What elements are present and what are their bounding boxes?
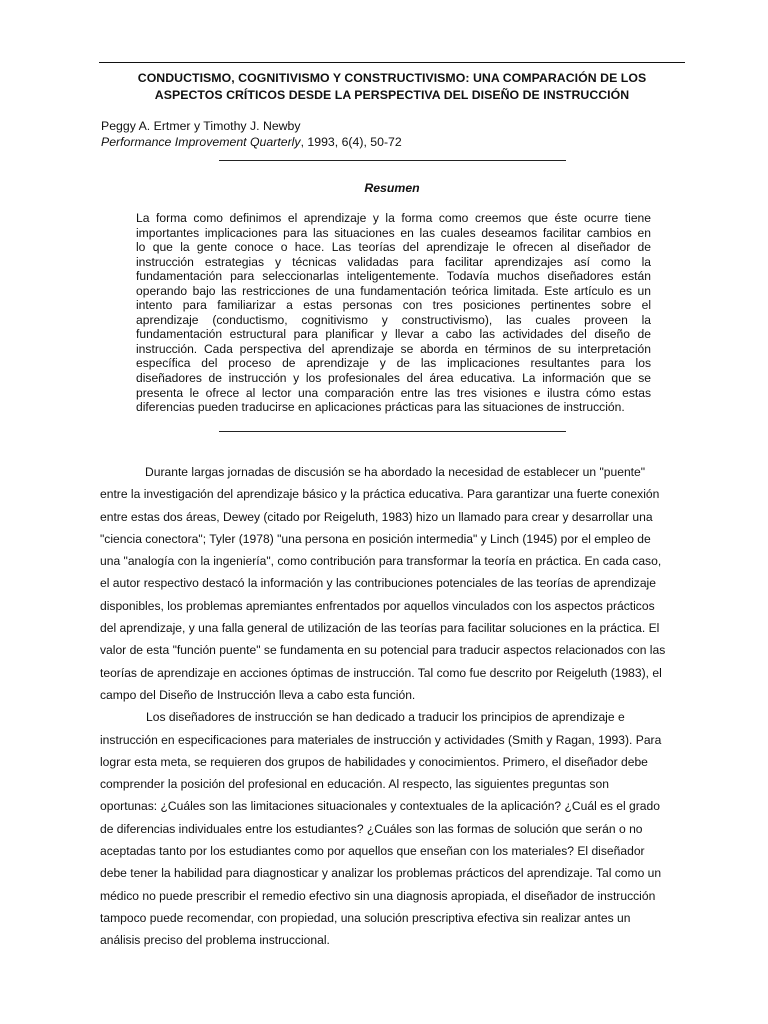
abstract-line: La forma como definimos el aprendizaje y la forma como creemos que éste ocurre tiene: [136, 211, 651, 225]
paragraph-2-line: tampoco puede recomendar, con propiedad, una solución prescriptiva efectiva sin realizar antes un: [100, 910, 631, 925]
abstract-bottom-separator: [219, 431, 566, 432]
paragraph-2-line: Los diseñadores de instrucción se han dedicado a traducir los principios de aprendizaje e: [146, 710, 625, 725]
abstract-line: importantes implicaciones para las situaciones en las cuales deseamos facilitar cambios en: [136, 225, 651, 240]
paragraph-1-line: una "analogía con la ingeniería", como contribución para transformar la teoría en práctica. En cada caso,: [100, 554, 662, 569]
paragraph-1-line: el autor respectivo destacó la información y las contribuciones potenciales de las teorías de aprendizaje: [100, 576, 656, 591]
paragraph-1-line: "ciencia conectora"; Tyler (1978) "una persona en posición intermedia" y Linch (1945) por el empleo de: [100, 531, 651, 546]
paragraph-1-line: del aprendizaje, y una falla general de utilización de las teorías para facilitar soluciones en la práctica. El: [100, 621, 660, 636]
paragraph-1-line: valor de esta "función puente" se fundamenta en su potencial para traducir aspectos relacionados con las: [100, 643, 666, 658]
title-line: ASPECTOS CRÍTICOS DESDE LA PERSPECTIVA DEL DISEÑO DE INSTRUCCIÓN: [154, 88, 630, 102]
abstract-heading: Resumen: [364, 181, 420, 195]
paragraph-1-line: campo del Diseño de Instrucción lleva a cabo esta función.: [100, 687, 416, 702]
paragraph-2-line: lograr esta meta, se requieren dos grupos de habilidades y conocimientos. Primero, el diseñador debe: [100, 754, 648, 769]
paragraph-1-line: disponibles, los problemas apremiantes enfrentados por aquellos vinculados con los aspectos prácticos: [100, 598, 655, 613]
abstract-line: aprendizaje (conductismo, cognitivismo y constructivismo), las cuales proveen la: [136, 312, 651, 327]
abstract-line: lo que la gente conoce o hace. Las teorías del aprendizaje le ofrecen al diseñador de: [136, 240, 651, 255]
paragraph-2-line: análisis preciso del problema instruccional.: [100, 933, 330, 948]
journal-name: Performance Improvement Quarterly: [101, 134, 301, 149]
paragraph-2-line: aceptadas tanto por los estudiantes como por aquellos que enseñan con los materiales? El diseñador: [100, 844, 645, 859]
abstract-line: intento para familiarizar a estas personas con tres posiciones pertinentes sobre el: [136, 298, 651, 313]
abstract-line: operando bajo las restricciones de una fundamentación teórica limitada. Este artículo es un: [136, 283, 651, 298]
abstract-line: presenta le ofrece al lector una comparación entre las tres visiones e ilustra cómo estas: [136, 385, 651, 400]
abstract-line: diseñadores de instrucción y los profesionales del área educativa. La información que se: [136, 371, 651, 386]
abstract-text: [136, 211, 651, 415]
abstract-line: específica del proceso de aprendizaje y de las implicaciones resultantes para los: [136, 356, 651, 371]
paragraph-1-line: entre la investigación del aprendizaje básico y la práctica educativa. Para garantizar una fuerte conexión: [100, 487, 660, 502]
paragraph-2-line: oportunas: ¿Cuáles son las limitaciones situacionales y contextuales de la aplicación? ¿Cuál es el grado: [100, 799, 660, 814]
title-line: CONDUCTISMO, COGNITIVISMO Y CONSTRUCTIVISMO: UNA COMPARACIÓN DE LOS: [137, 71, 647, 85]
abstract-line: diferencias pueden traducirse en aplicaciones prácticas para las situaciones de instrucción.: [136, 400, 625, 415]
paragraph-2-line: de diferencias individuales entre los estudiantes? ¿Cuáles son las formas de solución que serán o no: [100, 821, 643, 836]
article-title: [100, 70, 684, 104]
author-block: [101, 119, 402, 150]
paragraph-1-line: entre estas dos áreas, Dewey (citado por Reigeluth, 1983) hizo un llamado para crear y desarrollar una: [100, 509, 653, 524]
paragraph-2-line: médico no puede prescribir el remedio efectivo sin una diagnosis apropiada, el diseñador de instrucción: [100, 888, 656, 903]
abstract-line: fundamentación para seleccionarlas inteligentemente. Todavía muchos diseñadores están: [136, 269, 651, 284]
abstract-line: fundamentación estructural para planificar y llevar a cabo las actividades del diseño de: [136, 327, 651, 342]
body-text: [100, 461, 686, 952]
paragraph-2-line: comprender la posición del profesional en educación. Al respecto, las siguientes preguntas son: [100, 777, 609, 792]
paragraph-1-line: teorías de aprendizaje en acciones óptimas de instrucción. Tal como fue descrito por Reigeluth (1983), el: [100, 665, 662, 680]
citation-details: , 1993, 6(4), 50-72: [300, 134, 402, 149]
abstract-line: instrucción. Cada perspectiva del aprendizaje se aborda en términos de su interpretación: [136, 341, 651, 356]
paragraph-2-line: instrucción en especificaciones para materiales de instrucción y actividades (Smith y Ragan, 1993). Para: [100, 732, 662, 747]
citation: [101, 135, 402, 151]
abstract-line: instrucción estrategias y técnicas validadas para facilitar aprendizajes así como la: [136, 254, 651, 269]
authors: Peggy A. Ertmer y Timothy J. Newby: [101, 119, 301, 133]
paragraph-1-line: Durante largas jornadas de discusión se ha abordado la necesidad de establecer un "puente": [145, 465, 646, 479]
abstract-top-separator: [219, 160, 566, 161]
paragraph-2-line: debe tener la habilidad para diagnosticar y analizar los problemas prácticos del aprendizaje. Tal como un: [100, 866, 662, 881]
top-rule: [99, 62, 685, 63]
